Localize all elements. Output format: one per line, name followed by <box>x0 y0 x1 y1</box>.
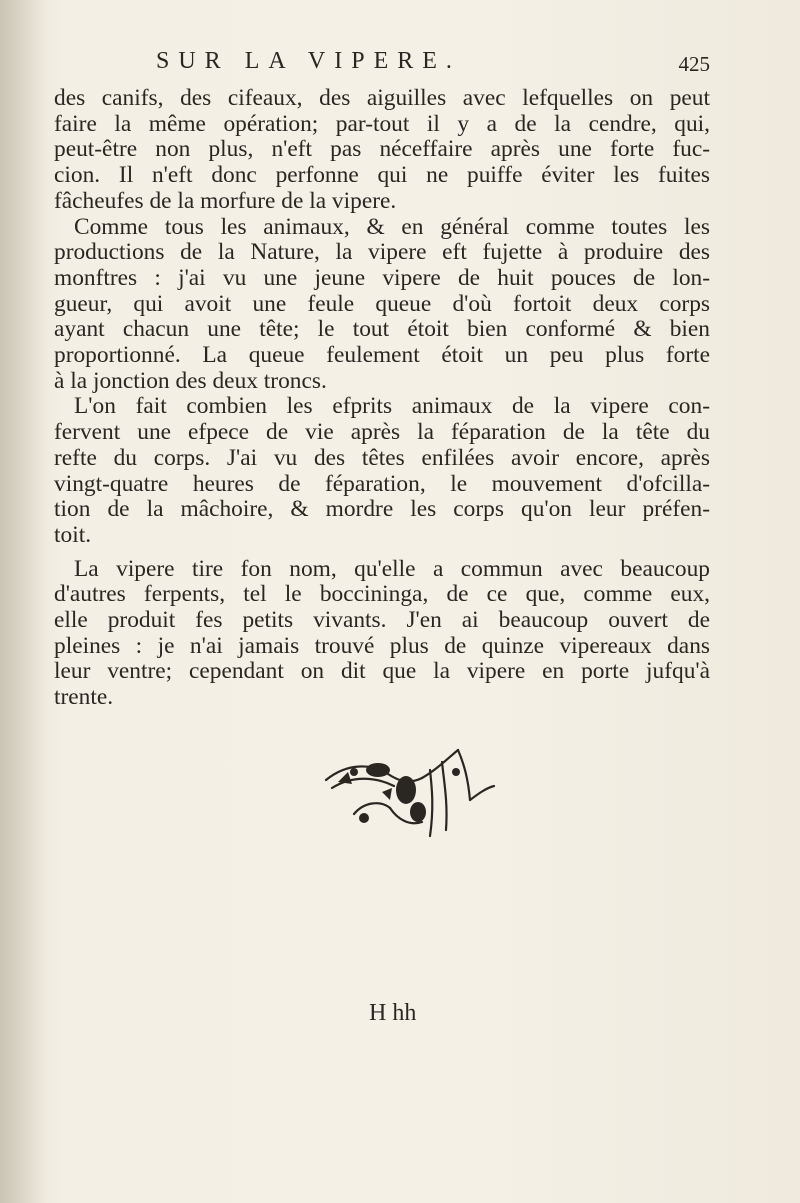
text-line: faire la même opération; par-tout il y a de la cendre, qui, <box>54 110 710 137</box>
text-line: cion. Il n'eft donc perfonne qui ne puiffe éviter les fuites <box>54 162 710 189</box>
paragraph <box>54 86 710 215</box>
text-line: peut-être non plus, n'eft pas néceffaire après une forte fuc- <box>54 136 710 163</box>
text-line: toit. <box>54 521 92 548</box>
text-line: pleines : je n'ai jamais trouvé plus de quinze vipereaux dans <box>54 632 710 659</box>
text-line: des canifs, des cifeaux, des aiguilles avec lefquelles on peut <box>54 85 710 111</box>
text-line: leur ventre; cependant on dit que la vipere en porte jufqu'à <box>54 658 710 685</box>
running-head: SUR LA VIPERE. <box>156 48 461 74</box>
text-line: La vipere tire fon nom, qu'elle a commun avec beaucoup <box>74 555 710 582</box>
text-line: à la jonction des deux troncs. <box>54 367 327 394</box>
text-line: trente. <box>54 684 114 711</box>
text-line: fâcheufes de la morfure de la vipere. <box>54 187 397 214</box>
page-header <box>120 48 710 88</box>
paragraph <box>54 215 710 395</box>
text-line: monftres : j'ai vu une jeune vipere de huit pouces de lon- <box>54 264 710 291</box>
body-text <box>54 86 710 711</box>
signature-mark: H hh <box>369 1000 417 1026</box>
text-line: vingt-quatre heures de féparation, le mouvement d'ofcilla- <box>54 470 710 497</box>
text-line: tion de la mâchoire, & mordre les corps qu'on leur préfen- <box>54 496 710 523</box>
text-line: fervent une efpece de vie après la féparation de la tête du <box>54 419 710 446</box>
text-line: proportionné. La queue feulement étoit un peu plus forte <box>54 342 710 369</box>
text-line: refte du corps. J'ai vu des têtes enfilées avoir encore, après <box>54 444 710 471</box>
text-line: gueur, qui avoit une feule queue d'où fortoit deux corps <box>54 290 710 317</box>
paragraph <box>54 557 710 711</box>
ornamental-vignette <box>318 742 498 842</box>
page-number: 425 <box>678 52 710 76</box>
text-line: ayant chacun une tête; le tout étoit bien conformé & bien <box>54 316 710 343</box>
text-line: d'autres ferpents, tel le boccininga, de ce que, comme eux, <box>54 581 710 608</box>
text-line: productions de la Nature, la vipere eft fujette à produire des <box>54 239 710 266</box>
text-line: L'on fait combien les efprits animaux de la vipere con- <box>74 393 710 420</box>
spine-shadow <box>0 0 48 1203</box>
text-line: elle produit fes petits vivants. J'en ai beaucoup ouvert de <box>54 607 710 634</box>
paragraph <box>54 394 710 548</box>
text-line: Comme tous les animaux, & en général comme toutes les <box>74 213 710 240</box>
